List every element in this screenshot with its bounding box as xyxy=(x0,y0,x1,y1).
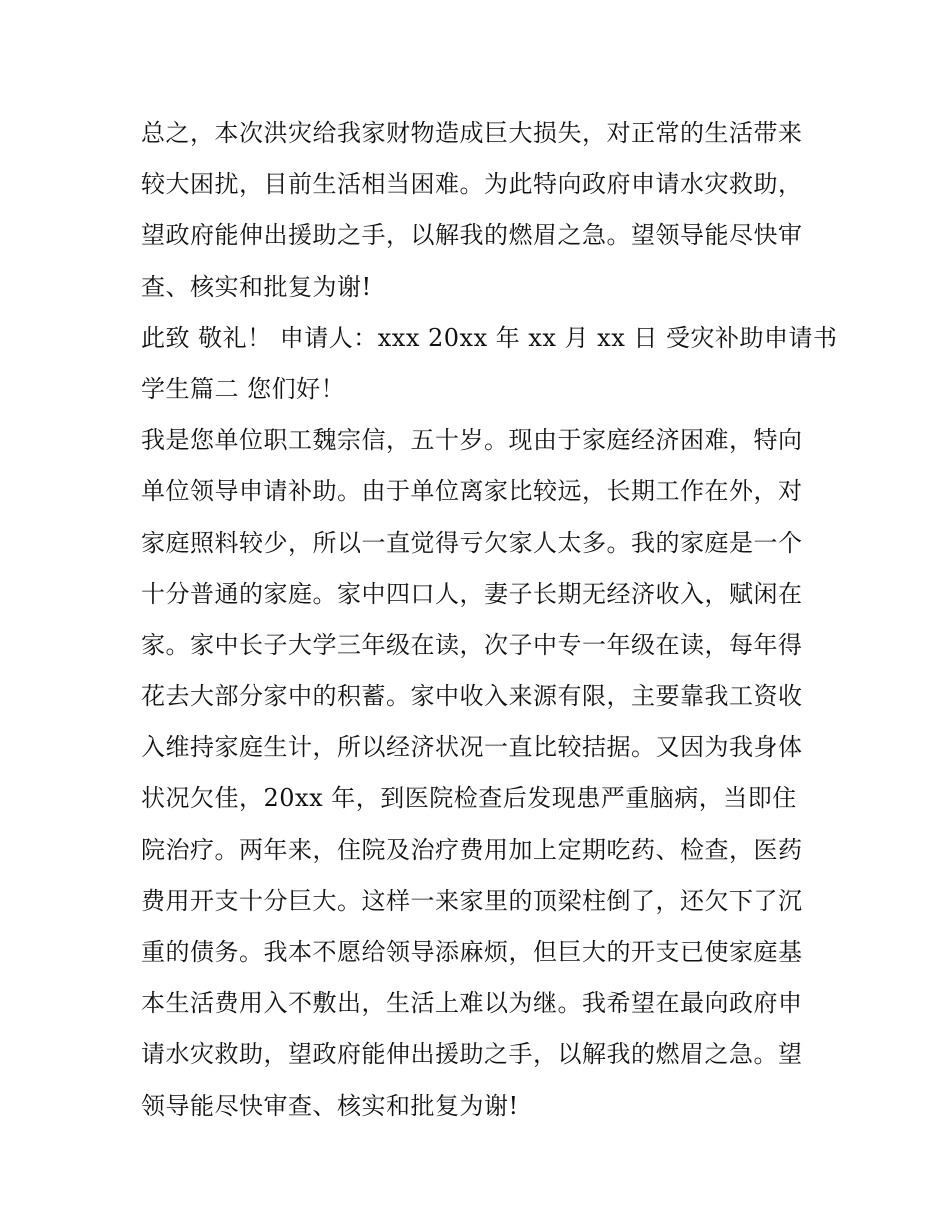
document-body xyxy=(141,108,838,1132)
text-line: 十分普通的家庭。家中四口人，妻子长期无经济收入，赋闲在 xyxy=(141,579,803,608)
text-line: 重的债务。我本不愿给领导添麻烦，但巨大的开支已使家庭基 xyxy=(141,938,803,966)
text-line: 家。家中长子大学三年级在读，次子中专一年级在读，每年得 xyxy=(141,630,803,659)
text-line: 花去大部分家中的积蓄。家中收入来源有限，主要靠我工资收 xyxy=(141,682,803,711)
text-line: 望政府能伸出援助之手，以解我的燃眉之急。望领导能尽快审 xyxy=(141,221,803,250)
text-line: 单位领导申请补助。由于单位离家比较远，长期工作在外，对 xyxy=(141,477,803,506)
text-line: 状况欠佳，20xx 年，到医院检查后发现患严重脑病，当即住 xyxy=(141,784,797,813)
text-line: 家庭照料较少，所以一直觉得亏欠家人太多。我的家庭是一个 xyxy=(141,528,803,557)
text-line: 领导能尽快审查、核实和批复为谢! xyxy=(141,1091,519,1120)
text-line: 较大困扰，目前生活相当困难。为此特向政府申请水灾救助， xyxy=(141,170,803,199)
text-line: 本生活费用入不敷出，生活上难以为继。我希望在最向政府申 xyxy=(141,989,803,1018)
text-line: 入维持家庭生计，所以经济状况一直比较拮据。又因为我身体 xyxy=(141,733,803,762)
text-line: 请水灾救助，望政府能伸出援助之手，以解我的燃眉之急。望 xyxy=(141,1040,803,1069)
text-line: 总之，本次洪灾给我家财物造成巨大损失，对正常的生活带来 xyxy=(141,119,803,147)
text-line: 学生篇二 您们好！ xyxy=(141,374,346,403)
text-line: 费用开支十分巨大。这样一来家里的顶梁柱倒了，还欠下了沉 xyxy=(141,886,803,915)
text-line: 查、核实和批复为谢! xyxy=(141,272,372,301)
text-line: 院治疗。两年来，住院及治疗费用加上定期吃药、检查，医药 xyxy=(141,835,803,864)
text-line: 此致 敬礼！ 申请人：xxx 20xx 年 xx 月 xx 日 受灾补助申请书 xyxy=(141,323,838,352)
text-line: 我是您单位职工魏宗信，五十岁。现由于家庭经济困难，特向 xyxy=(141,426,803,455)
